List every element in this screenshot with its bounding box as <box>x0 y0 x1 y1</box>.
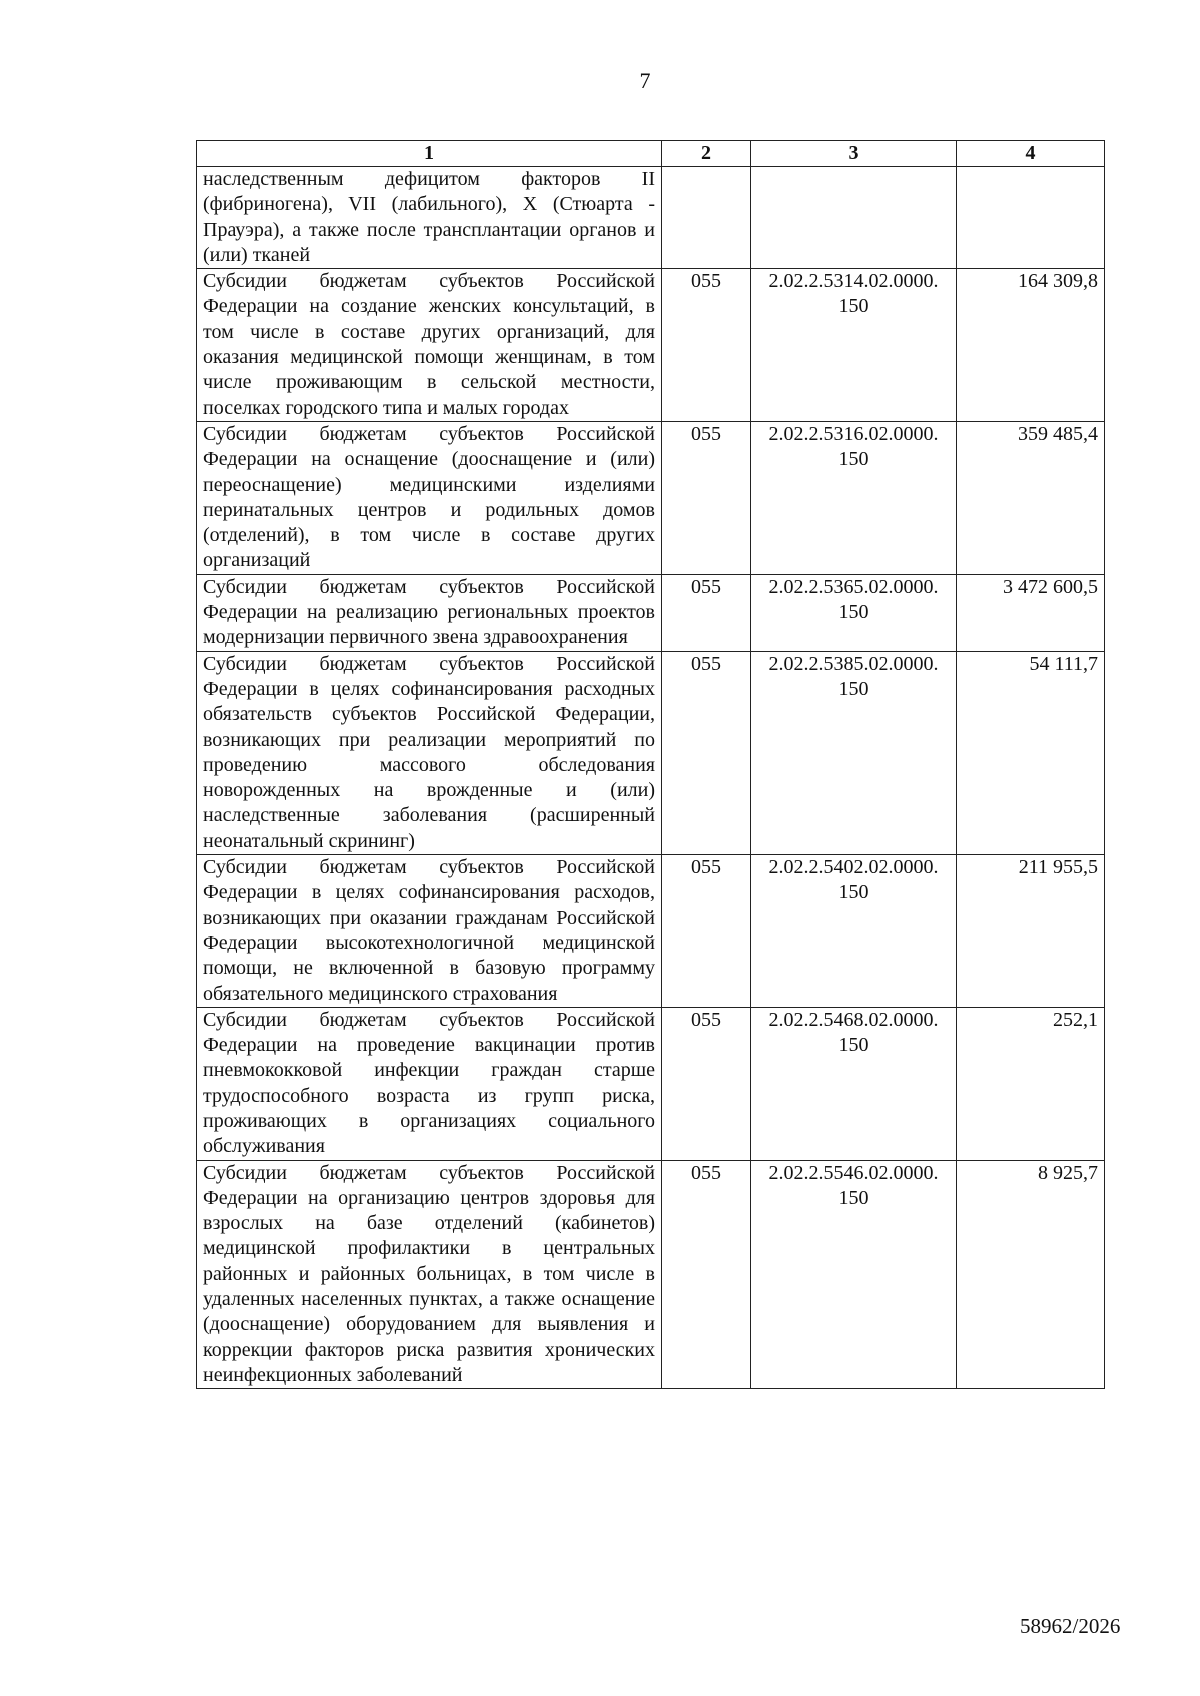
subsidy-name: Субсидии бюджетам субъектов Российской Федерации на проведение вакцинации против пневмококковой инфекции граждан старше трудоспособного возраста из групп риска, проживающих в организациях социального обслуживания <box>197 1007 662 1160</box>
admin-code: 055 <box>662 1160 751 1389</box>
subsidy-name: Субсидии бюджетам субъектов Российской Федерации на оснащение (дооснащение и (или) переоснащение) медицинскими изделиями перинатальных центров и родильных домов (отделений), в том числе в составе других организаций <box>197 421 662 574</box>
column-header-3: 3 <box>751 141 957 167</box>
amount: 164 309,8 <box>957 269 1105 422</box>
amount: 54 111,7 <box>957 651 1105 854</box>
table-row <box>197 1160 1105 1389</box>
admin-code: 055 <box>662 574 751 651</box>
budget-class-code: 2.02.2.5546.02.0000. 150 <box>751 1160 957 1389</box>
table-row <box>197 651 1105 854</box>
subsidy-name: наследственным дефицитом факторов II (фибриногена), VII (лабильного), X (Стюарта - Прауэра), а также после трансплантации органов и (или) тканей <box>197 167 662 269</box>
amount: 3 472 600,5 <box>957 574 1105 651</box>
amount: 359 485,4 <box>957 421 1105 574</box>
page-number: 7 <box>639 68 651 93</box>
subsidy-name: Субсидии бюджетам субъектов Российской Федерации в целях софинансирования расходов, возникающих при оказании гражданам Российской Федерации высокотехнологичной медицинской помощи, не включенной в базовую программу обязательного медицинского страхования <box>197 855 662 1008</box>
table-row <box>197 421 1105 574</box>
column-header-1: 1 <box>197 141 662 167</box>
budget-class-code: 2.02.2.5402.02.0000. 150 <box>751 855 957 1008</box>
subsidy-name: Субсидии бюджетам субъектов Российской Федерации в целях софинансирования расходных обязательств субъектов Российской Федерации, возникающих при реализации мероприятий по проведению массового обследования новорожденных на врожденные и (или) наследственные заболевания (расширенный неонатальный скрининг) <box>197 651 662 854</box>
amount <box>957 167 1105 269</box>
amount: 8 925,7 <box>957 1160 1105 1389</box>
admin-code: 055 <box>662 421 751 574</box>
budget-class-code: 2.02.2.5365.02.0000. 150 <box>751 574 957 651</box>
subsidies-table <box>196 140 1105 1389</box>
subsidy-name: Субсидии бюджетам субъектов Российской Федерации на реализацию региональных проектов модернизации первичного звена здравоохранения <box>197 574 662 651</box>
admin-code: 055 <box>662 855 751 1008</box>
admin-code: 055 <box>662 651 751 854</box>
column-header-2: 2 <box>662 141 751 167</box>
admin-code <box>662 167 751 269</box>
budget-class-code: 2.02.2.5468.02.0000. 150 <box>751 1007 957 1160</box>
table-row <box>197 1007 1105 1160</box>
table-row <box>197 269 1105 422</box>
admin-code: 055 <box>662 269 751 422</box>
budget-class-code <box>751 167 957 269</box>
column-header-4: 4 <box>957 141 1105 167</box>
admin-code: 055 <box>662 1007 751 1160</box>
table-row <box>197 574 1105 651</box>
table-header-row <box>197 141 1105 167</box>
amount: 252,1 <box>957 1007 1105 1160</box>
document-reference-number: 58962/2026 <box>1020 1614 1121 1638</box>
table-row <box>197 855 1105 1008</box>
table-row <box>197 167 1105 269</box>
subsidy-name: Субсидии бюджетам субъектов Российской Федерации на организацию центров здоровья для взрослых на базе отделений (кабинетов) медицинской профилактики в центральных районных и районных больницах, в том числе в удаленных населенных пунктах, а также оснащение (дооснащение) оборудованием для выявления и коррекции факторов риска развития хронических неинфекционных заболеваний <box>197 1160 662 1389</box>
budget-class-code: 2.02.2.5385.02.0000. 150 <box>751 651 957 854</box>
subsidy-name: Субсидии бюджетам субъектов Российской Федерации на создание женских консультаций, в том числе в составе других организаций, для оказания медицинской помощи женщинам, в том числе проживающим в сельской местности, поселках городского типа и малых городах <box>197 269 662 422</box>
budget-class-code: 2.02.2.5314.02.0000. 150 <box>751 269 957 422</box>
amount: 211 955,5 <box>957 855 1105 1008</box>
budget-class-code: 2.02.2.5316.02.0000. 150 <box>751 421 957 574</box>
